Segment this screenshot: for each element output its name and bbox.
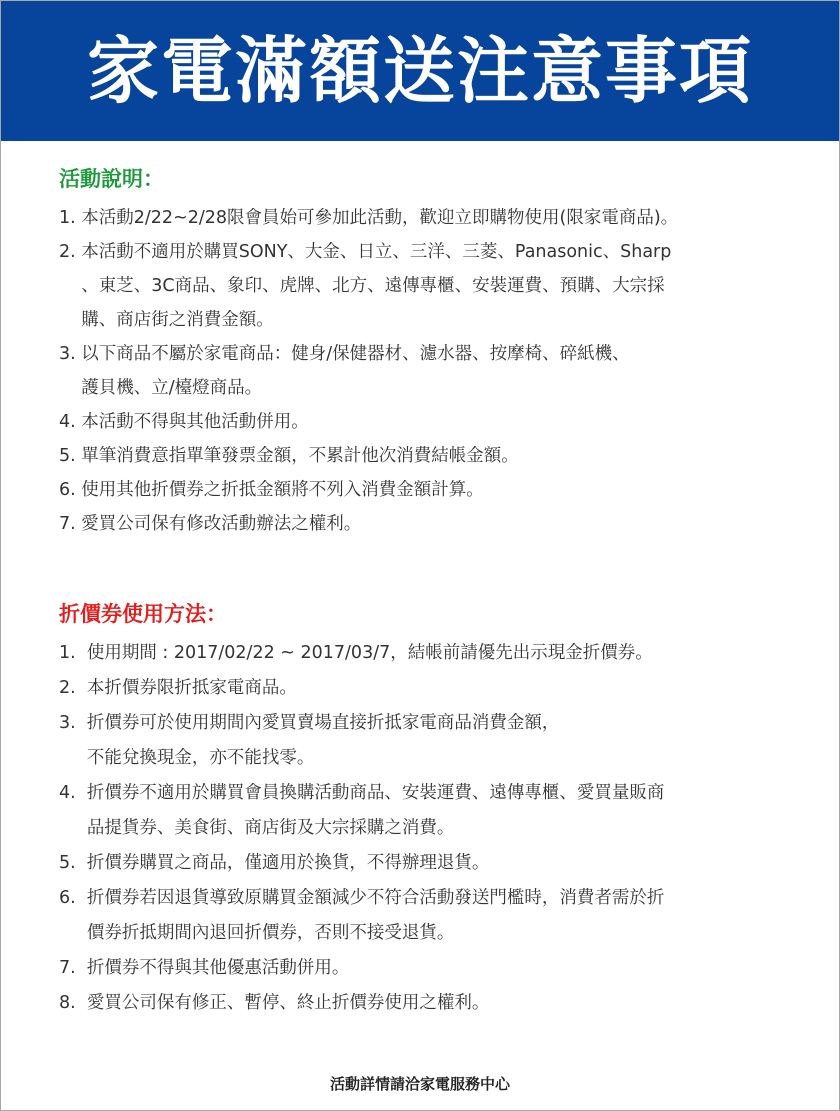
coupon-item bbox=[59, 958, 799, 979]
activity-section bbox=[59, 169, 799, 548]
activity-item-line: 購、商店街之消費金額。 bbox=[81, 310, 274, 330]
footer-note: 活動詳情請洽家電服務中心 bbox=[329, 1075, 510, 1093]
activity-item-number: 7. bbox=[59, 514, 82, 534]
activity-item-line: 愛買公司保有修改活動辦法之權利。 bbox=[81, 514, 362, 534]
coupon-item-number: 5. bbox=[59, 853, 87, 873]
activity-item-text bbox=[81, 242, 799, 331]
coupon-item-text bbox=[87, 783, 799, 839]
coupon-item-text bbox=[87, 993, 799, 1014]
coupon-item-line: 折價券不得與其他優惠活動併用。 bbox=[86, 958, 350, 978]
activity-item-number: 2. bbox=[59, 242, 82, 262]
activity-title: 活動說明： bbox=[59, 167, 164, 191]
activity-item-number: 5. bbox=[59, 446, 82, 466]
page-title: 家電滿額送注意事項 bbox=[86, 29, 753, 113]
activity-list bbox=[59, 208, 799, 535]
activity-item bbox=[59, 344, 799, 399]
coupon-item-text bbox=[87, 958, 799, 979]
coupon-item-line: 不能兌換現金，亦不能找零。 bbox=[86, 748, 315, 768]
coupon-item bbox=[59, 643, 799, 664]
coupon-item-line: 折價券可於使用期間內愛買賣場直接折抵家電商品消費金額， bbox=[86, 713, 560, 733]
activity-item-line: 本活動不得與其他活動併用。 bbox=[81, 412, 309, 432]
activity-item-number: 6. bbox=[59, 480, 82, 500]
coupon-item bbox=[59, 853, 799, 874]
activity-item-line: 單筆消費意指單筆發票金額，不累計他次消費結帳金額。 bbox=[81, 446, 519, 466]
coupon-item-text bbox=[87, 643, 799, 664]
coupon-item-number: 2. bbox=[59, 678, 87, 698]
coupon-item-number: 8. bbox=[59, 993, 87, 1013]
coupon-item-text bbox=[87, 713, 799, 769]
coupon-list bbox=[59, 643, 799, 1014]
activity-item-line: 本活動不適用於購買SONY、大金、日立、三洋、三菱、Panasonic、Sharp bbox=[81, 242, 672, 262]
activity-item bbox=[59, 446, 799, 467]
coupon-item-text bbox=[87, 853, 799, 874]
activity-item bbox=[59, 208, 799, 229]
activity-item-line: 本活動2/22~2/28限會員始可參加此活動，歡迎立即購物使用(限家電商品)。 bbox=[81, 208, 679, 228]
activity-item-text bbox=[81, 514, 799, 535]
activity-item-line: 、東芝、3C商品、象印、虎牌、北方、遠傳專櫃、安裝運費、預購、大宗採 bbox=[81, 276, 665, 296]
coupon-item-text bbox=[87, 888, 799, 944]
coupon-item-line: 品提貨券、美食街、商店街及大宗採購之消費。 bbox=[86, 818, 455, 838]
coupon-item-number: 1. bbox=[59, 643, 87, 663]
activity-item-text bbox=[81, 412, 799, 433]
coupon-item-line: 本折價券限折抵家電商品。 bbox=[86, 678, 297, 698]
coupon-item-text bbox=[87, 678, 799, 699]
coupon-item bbox=[59, 783, 799, 839]
coupon-item-line: 使用期間 : 2017/02/22 ~ 2017/03/7，結帳前請優先出示現金折價券。 bbox=[86, 643, 653, 663]
title-banner bbox=[1, 1, 839, 141]
coupon-item-line: 折價券若因退貨導致原購買金額減少不符合活動發送門檻時，消費者需於折 bbox=[86, 888, 665, 908]
activity-item bbox=[59, 412, 799, 433]
activity-item-text bbox=[81, 208, 799, 229]
activity-item-number: 4. bbox=[59, 412, 82, 432]
coupon-section bbox=[59, 604, 799, 1028]
activity-item bbox=[59, 480, 799, 501]
activity-item-text bbox=[81, 480, 799, 501]
activity-item-text bbox=[81, 446, 799, 467]
coupon-item-number: 6. bbox=[59, 888, 87, 908]
coupon-item bbox=[59, 888, 799, 944]
activity-item bbox=[59, 514, 799, 535]
coupon-item-line: 折價券不適用於購買會員換購活動商品、安裝運費、遠傳專櫃、愛買量販商 bbox=[86, 783, 665, 803]
coupon-title: 折價券使用方法： bbox=[59, 602, 227, 626]
coupon-item-line: 價券折抵期間內退回折價券，否則不接受退貨。 bbox=[86, 923, 455, 943]
coupon-item-number: 7. bbox=[59, 958, 87, 978]
activity-item bbox=[59, 242, 799, 331]
coupon-item bbox=[59, 678, 799, 699]
activity-item-text bbox=[81, 344, 799, 399]
coupon-item bbox=[59, 713, 799, 769]
coupon-item-line: 折價券購買之商品，僅適用於換貨，不得辦理退貨。 bbox=[86, 853, 490, 873]
activity-item-line: 以下商品不屬於家電商品：健身/保健器材、濾水器、按摩椅、碎紙機、 bbox=[81, 344, 630, 364]
activity-item-line: 使用其他折價券之折抵金額將不列入消費金額計算。 bbox=[81, 480, 484, 500]
coupon-item-line: 愛買公司保有修正、暫停、終止折價券使用之權利。 bbox=[86, 993, 490, 1013]
coupon-item-number: 3. bbox=[59, 713, 87, 733]
activity-item-number: 1. bbox=[59, 208, 82, 228]
coupon-item-number: 4. bbox=[59, 783, 87, 803]
coupon-item bbox=[59, 993, 799, 1014]
activity-item-line: 護貝機、立/檯燈商品。 bbox=[81, 378, 263, 398]
activity-item-number: 3. bbox=[59, 344, 82, 364]
